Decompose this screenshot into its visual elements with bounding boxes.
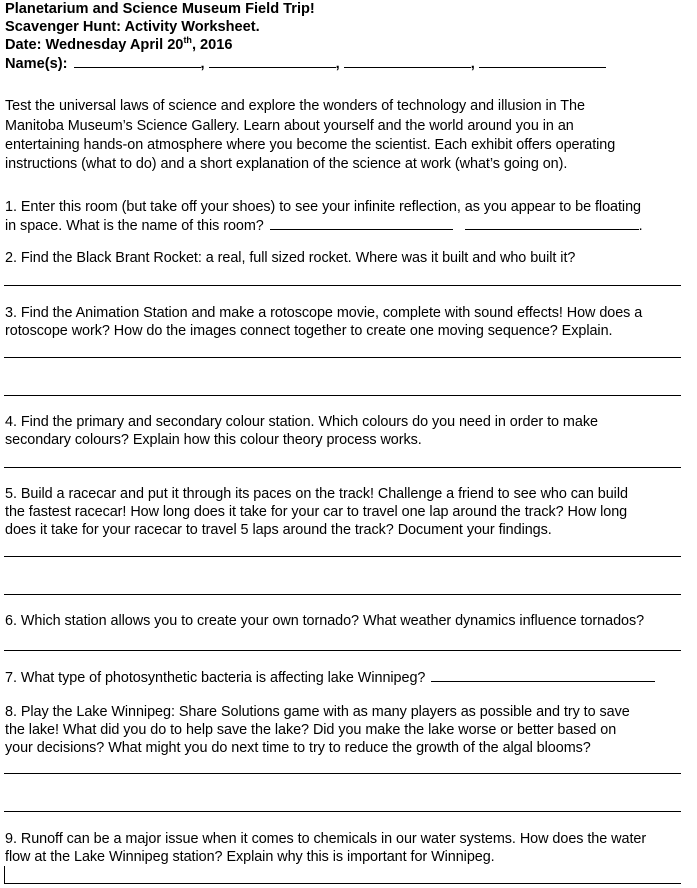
text-cursor: [4, 866, 5, 883]
name-separator: ,: [200, 56, 205, 72]
worksheet-date: [5, 36, 233, 54]
answer-line-q2[interactable]: [4, 285, 681, 286]
answer-line-q6[interactable]: [4, 650, 681, 651]
question-8-line: 8. Play the Lake Winnipeg: Share Solutions game with as many players as possible and try to save: [5, 704, 630, 720]
question-8-line: the lake! What did you do to help save the lake? Did you make the lake worse or better based on: [5, 722, 617, 738]
question-7-line: [5, 668, 655, 687]
question-3-line: 3. Find the Animation Station and make a rotoscope movie, complete with sound effects! How does a: [5, 305, 643, 321]
answer-line-q5-2[interactable]: [4, 594, 681, 595]
names-row: [5, 54, 606, 73]
question-5-line: 5. Build a racecar and put it through its paces on the track! Challenge a friend to see who can build: [5, 486, 628, 502]
question-1-line: 1. Enter this room (but take off your shoes) to see your infinite reflection, as you appear to be floating: [5, 199, 641, 215]
answer-line-q8-1[interactable]: [4, 773, 681, 774]
name-blank-2[interactable]: [209, 54, 336, 68]
answer-line-q8-2[interactable]: [4, 811, 681, 812]
answer-line-q3-1[interactable]: [4, 357, 681, 358]
question-8-line: your decisions? What might you do next time to try to reduce the growth of the algal blooms?: [5, 740, 591, 756]
date-year: , 2016: [191, 37, 233, 53]
question-7-text: 7. What type of photosynthetic bacteria is affecting lake Winnipeg?: [5, 670, 426, 686]
question-4-line: 4. Find the primary and secondary colour station. Which colours do you need in order to make: [5, 414, 598, 430]
answer-line-q4[interactable]: [4, 467, 681, 468]
date-text: Date: Wednesday April 20: [5, 37, 184, 53]
question-2-text: 2. Find the Black Brant Rocket: a real, full sized rocket. Where was it built and who built it?: [5, 250, 576, 266]
question-5-line: the fastest racecar! How long does it take for your car to travel one lap around the track? How long: [5, 504, 628, 520]
question-9-line: 9. Runoff can be a major issue when it comes to chemicals in our water systems. How does the water: [5, 831, 647, 847]
room-answer-blank-2[interactable]: [465, 216, 639, 230]
date-superscript: th: [183, 35, 192, 45]
question-3-line: rotoscope work? How do the images connect together to create one moving sequence? Explain.: [5, 323, 613, 339]
name-separator: ,: [470, 56, 475, 72]
name-blank-3[interactable]: [344, 54, 471, 68]
worksheet-title: Planetarium and Science Museum Field Trip!: [5, 1, 315, 17]
room-answer-blank-1[interactable]: [270, 216, 453, 230]
question-4-line: secondary colours? Explain how this colour theory process works.: [5, 432, 422, 448]
question-6-text: 6. Which station allows you to create your own tornado? What weather dynamics influence tornados?: [5, 613, 645, 629]
answer-line-q3-2[interactable]: [4, 395, 681, 396]
bacteria-answer-blank[interactable]: [431, 668, 655, 682]
question-9-line: flow at the Lake Winnipeg station? Explain why this is important for Winnipeg.: [5, 849, 495, 865]
question-5-line: does it take for your racecar to travel 5 laps around the track? Document your findings.: [5, 522, 552, 538]
names-label: Name(s):: [5, 56, 68, 72]
question-1-text: in space. What is the name of this room?: [5, 218, 264, 234]
question-1-period: .: [638, 218, 643, 234]
name-blank-1[interactable]: [74, 54, 201, 68]
intro-line: Test the universal laws of science and explore the wonders of technology and illusion in The: [5, 98, 585, 114]
answer-line-q5-1[interactable]: [4, 556, 681, 557]
intro-line: instructions (what to do) and a short explanation of the science at work (what’s going on).: [5, 156, 568, 172]
question-1-line2: [5, 216, 643, 235]
intro-line: entertaining hands-on atmosphere where you become the scientist. Each exhibit offers operating: [5, 137, 616, 153]
answer-line-q9[interactable]: [4, 883, 681, 884]
name-separator: ,: [335, 56, 340, 72]
worksheet-subtitle: Scavenger Hunt: Activity Worksheet.: [5, 19, 260, 35]
intro-line: Manitoba Museum’s Science Gallery. Learn about yourself and the world around you in an: [5, 118, 574, 134]
name-blank-4[interactable]: [479, 54, 606, 68]
